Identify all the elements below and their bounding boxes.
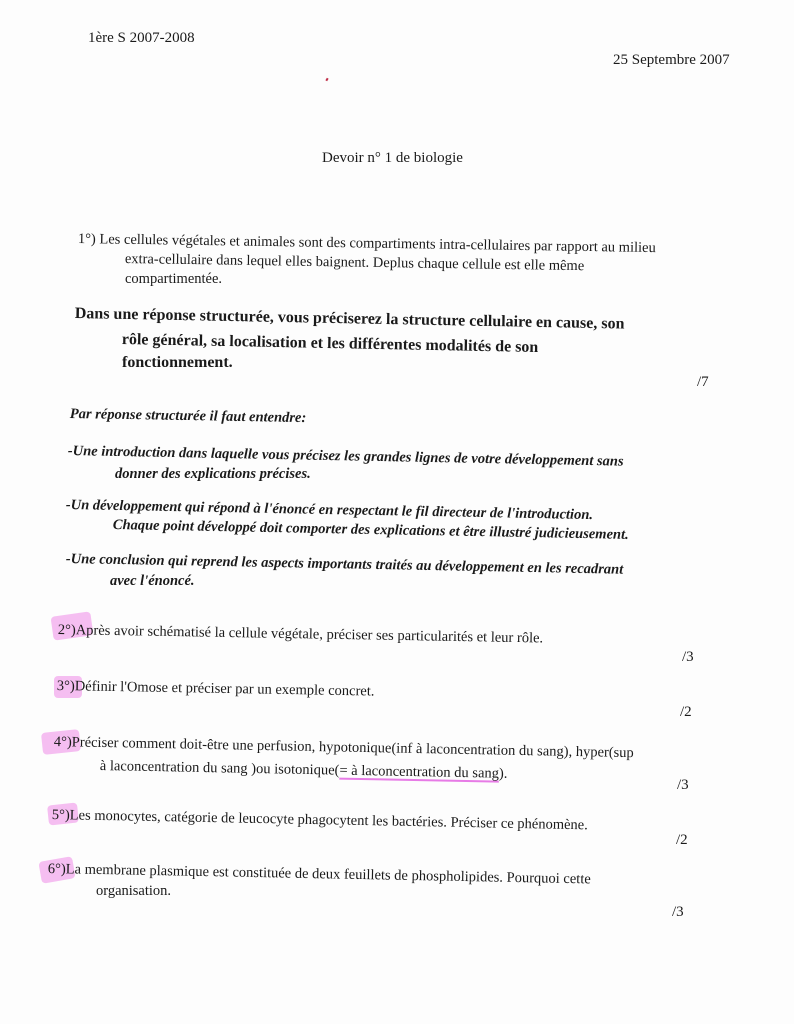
intro-line1: -Une introduction dans laquelle vous précisez les grandes lignes de votre développement sans — [67, 443, 624, 470]
q5-line — [52, 808, 588, 833]
development-line1: -Un développement qui répond à l'énoncé en respectant le fil directeur de l'introduction. — [65, 497, 594, 524]
q3-text: Définir l'Omose et préciser par un exemple concret. — [74, 678, 375, 700]
q1-instruction-line2: rôle général, sa localisation et les différentes modalités de son — [121, 331, 539, 356]
q1-text-line3: compartimentée. — [125, 271, 223, 287]
q1-score: /7 — [697, 374, 709, 390]
q4-score: /3 — [677, 777, 689, 793]
q2-text: Après avoir schématisé la cellule végétale, préciser ses particularités et leur rôle. — [75, 622, 544, 647]
ink-mark — [325, 78, 328, 82]
structure-heading: Par réponse structurée il faut entendre: — [69, 406, 307, 427]
q4-line2 — [100, 759, 508, 781]
conclusion-line1: -Une conclusion qui reprend les aspects importants traités au développement en les recadrant — [65, 551, 624, 578]
q2-score: /3 — [682, 649, 694, 665]
exam-title: Devoir n° 1 de biologie — [322, 150, 463, 166]
q3-number: 3°) — [56, 678, 75, 695]
q4-text-line1: Préciser comment doit-être une perfusion, hypotonique(inf à laconcentration du sang), hyper(sup — [71, 734, 634, 762]
q4-text-line2a: à laconcentration du sang )ou isotonique( — [99, 758, 340, 779]
q4-text-line2c: ). — [498, 765, 508, 782]
q1-instruction-line1: Dans une réponse structurée, vous préciserez la structure cellulaire en cause, son — [74, 305, 625, 333]
exam-date: 25 Septembre 2007 — [613, 52, 730, 68]
q1-text-line1: Les cellules végétales et animales sont des compartiments intra-cellulaires par rapport au milieu — [99, 231, 656, 257]
q1-number: 1°) — [77, 231, 96, 248]
q4-line1 — [54, 735, 634, 761]
q6-text-line1: La membrane plasmique est constituée de deux feuillets de phospholipides. Pourquoi cette — [65, 861, 591, 888]
development-line2: Chaque point développé doit comporter des explications et être illustré judicieusement. — [112, 517, 629, 543]
q6-number: 6°) — [47, 861, 66, 878]
q3-score: /2 — [680, 704, 692, 720]
q5-text: Les monocytes, catégorie de leucocyte phagocytent les bactéries. Préciser ce phénomène. — [69, 807, 588, 834]
q5-number: 5°) — [51, 807, 70, 824]
intro-line2: donner des explications précises. — [115, 466, 311, 482]
q2-number: 2°) — [57, 622, 76, 639]
conclusion-line2: avec l'énoncé. — [110, 573, 195, 589]
q1-text-line2: extra-cellulaire dans lequel elles baignent. Deplus chaque cellule est elle même — [124, 251, 585, 275]
q5-score: /2 — [676, 832, 688, 848]
q6-text-line2: organisation. — [96, 883, 172, 899]
q4-number: 4°) — [53, 734, 72, 751]
q1-instruction-line3: fonctionnement. — [122, 354, 233, 371]
class-year: 1ère S 2007-2008 — [88, 30, 195, 46]
q4-highlighted-text: = à laconcentration du sang — [339, 762, 500, 782]
q6-score: /3 — [672, 904, 684, 920]
q2-line — [58, 623, 543, 646]
q3-line — [57, 679, 375, 699]
